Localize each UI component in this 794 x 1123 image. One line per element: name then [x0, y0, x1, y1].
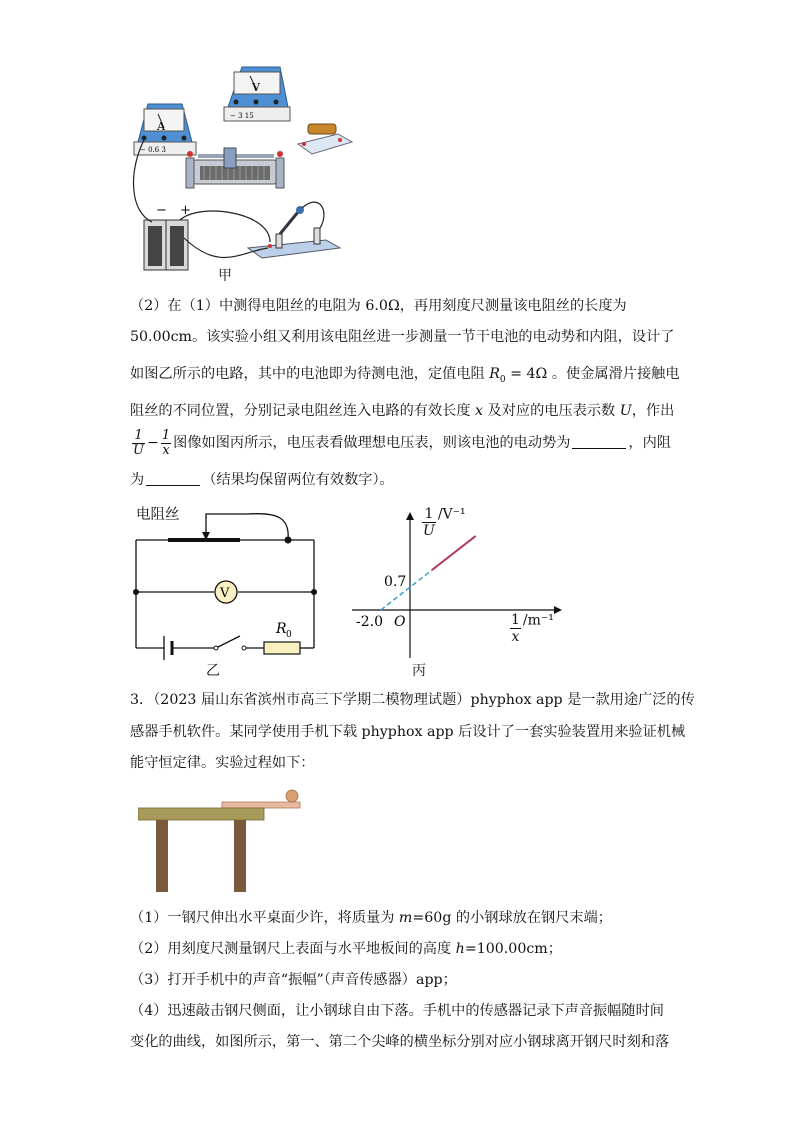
figure-jia-apparatus [130, 62, 360, 282]
voltmeter-letter: V [252, 81, 260, 94]
battery-minus: − [156, 203, 167, 218]
answer-blank-resistance[interactable] [146, 471, 200, 486]
voltmeter [224, 67, 290, 121]
steel-ruler [222, 802, 300, 808]
ammeter [134, 104, 196, 155]
rheostat [186, 148, 284, 188]
figure-bing-caption: 丙 [412, 663, 426, 679]
ammeter-scale: − 0.6 3 [140, 146, 166, 154]
y-intercept-label: 0.7 [384, 574, 407, 590]
figure-yi-caption: 乙 [206, 663, 220, 679]
q2-line3: 如图乙所示的电路，其中的电池即为待测电池，定值电阻 $R_0 = 4\Omega$ 。使金属滑片接触电 [130, 366, 680, 385]
q2-line5: $\frac{1}{U}$ − $\frac{1}{x}$ 图像如图丙所示，电压表看做理想电压表，则该电池的电动势为 ，内阻 [133, 427, 671, 458]
table-leg-left [156, 820, 168, 892]
q2-line1: （2）在（1）中测得电阻丝的电阻为 6.0Ω，再用刻度尺测量该电阻丝的长度为 [130, 298, 627, 314]
voltmeter-scale: − 3 15 [230, 112, 254, 120]
resistor-r0-sub: 0 [286, 630, 292, 640]
ammeter-letter: A [157, 120, 165, 133]
table-ruler-figure [138, 786, 308, 896]
y-axis-label: $\frac{1}{U}$ /V⁻¹ [423, 506, 466, 539]
answer-blank-emf[interactable] [572, 434, 626, 449]
step-1: （1）一钢尺伸出水平桌面少许，将质量为 m=60g 的小钢球放在钢尺末端； [130, 910, 612, 926]
q3-line3: 能守恒定律。实验过程如下： [130, 755, 315, 771]
q2-line2: 50.00cm。该实验小组又利用该电阻丝进一步测量一节干电池的电动势和内阻，设计了 [130, 329, 675, 345]
fixed-resistor [298, 124, 352, 154]
step-3: （3）打开手机中的声音“振幅”（声音传感器）app； [130, 972, 457, 988]
series-measured [432, 536, 476, 570]
voltmeter-symbol-letter: V [220, 586, 230, 601]
table-leg-right [234, 820, 246, 892]
switch [248, 206, 340, 258]
resistor-r0 [264, 642, 300, 654]
step-4-line1: （4）迅速敲击钢尺侧面，让小钢球自由下落。手机中的传感器记录下声音振幅随时间 [130, 1003, 664, 1019]
x-intercept-label: -2.0 [356, 614, 383, 630]
battery-plus: + [180, 203, 191, 218]
steel-ball [286, 790, 298, 802]
step-4-line2: 变化的曲线，如图所示，第一、第二个尖峰的横坐标分别对应小钢球离开钢尺时刻和落 [130, 1034, 670, 1050]
figure-jia-caption: 甲 [218, 268, 232, 284]
table-top [138, 808, 264, 820]
x-axis-label: $\frac{1}{x}$ /m⁻¹ [511, 612, 554, 645]
step-2: （2）用刻度尺测量钢尺上表面与水平地板间的高度 h=100.00cm； [130, 941, 562, 957]
q2-line6: 为 （结果均保留两位有效数字）。 [130, 472, 394, 488]
wire-label: 电阻丝 [136, 507, 180, 523]
origin-label: O [394, 614, 406, 630]
q2-line4: 阻丝的不同位置，分别记录电阻丝连入电路的有效长度 x 及对应的电压表示数 U，作出 [130, 403, 675, 419]
q3-line1: 3．（2023 届山东省滨州市高三下学期二模物理试题）phyphox app 是一款用途广泛的传 [130, 692, 695, 708]
q3-line2: 感器手机软件。某同学使用手机下载 phyphox app 后设计了一套实验装置用来验证机械 [130, 724, 686, 740]
resistor-r0-label: R [276, 621, 287, 637]
battery [144, 203, 191, 270]
slider-contact [285, 537, 292, 544]
